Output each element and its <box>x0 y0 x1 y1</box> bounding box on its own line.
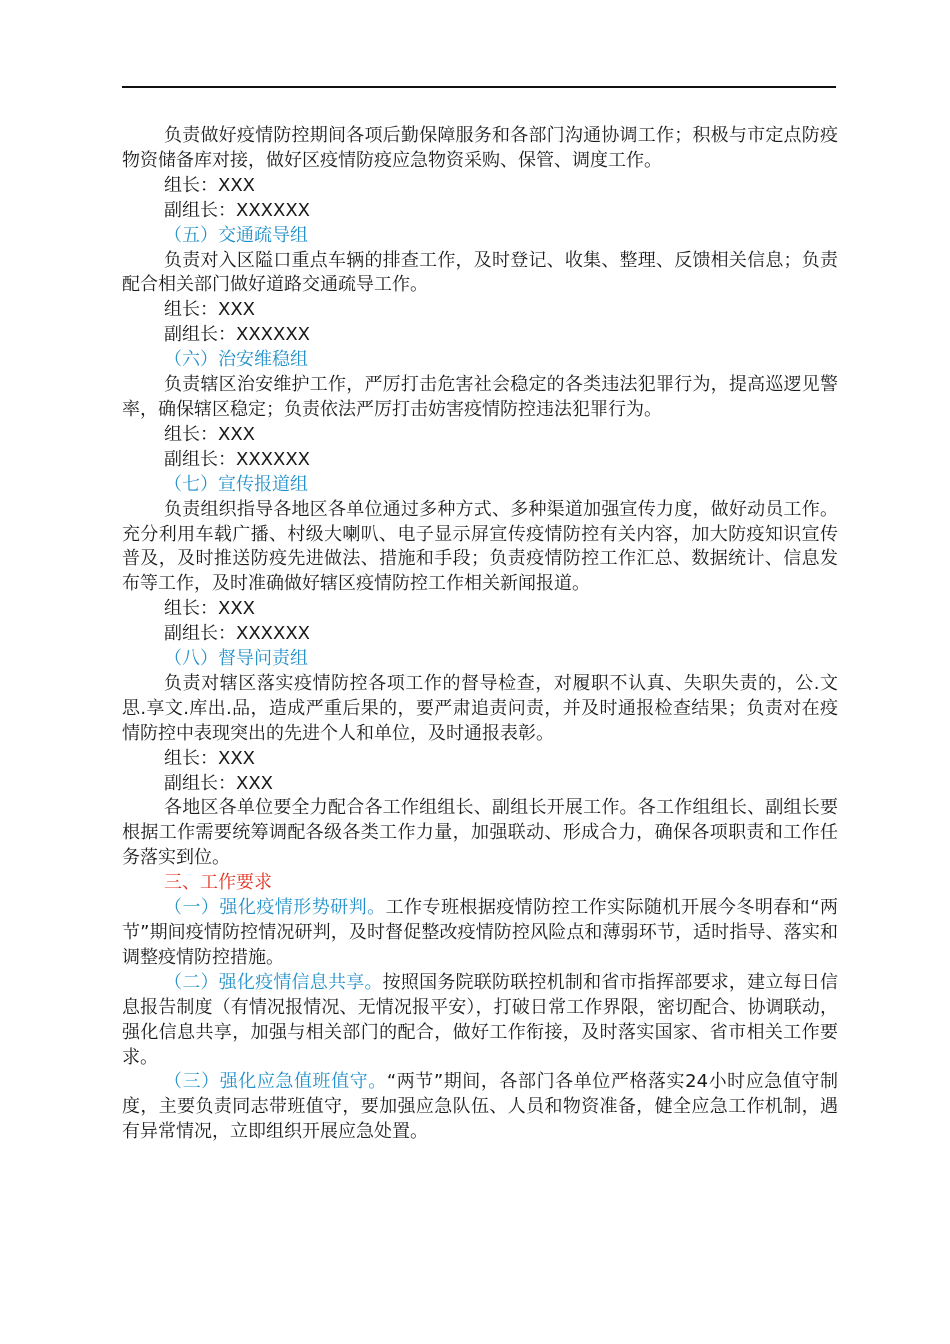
document-body <box>122 124 838 1145</box>
requirement-title: （二）强化疫情信息共享。 <box>164 971 383 993</box>
group-6-paragraph: 负责辖区治安维护工作，严厉打击危害社会稳定的各类违法犯罪行为，提高巡逻见警率，确保辖区稳定；负责依法严厉打击妨害疫情防控违法犯罪行为。 <box>122 374 838 420</box>
group-7-paragraph: 负责组织指导各地区各单位通过多种方式、多种渠道加强宣传力度，做好动员工作。充分利用车载广播、村级大喇叭、电子显示屏宣传疫情防控有关内容，加大防疫知识宣传普及，及时推送防疫先进做法、措施和手段；负责疫情防控工作汇总、数据统计、信息发布等工作，及时准确做好辖区疫情防控工作相关新闻报道。 <box>122 498 838 595</box>
group-8-paragraph: 负责对辖区落实疫情防控各项工作的督导检查，对履职不认真、失职失责的，公.文思.享文.库出.品，造成严重后果的，要严肃追责问责，并及时通报检查结果；负责对在疫情防控中表现突出的先进个人和单位，及时通报表彰。 <box>122 672 838 744</box>
requirement-text: “两节”期间，各部门各单位严格落实24小时应急值守制度，主要负责同志带班值守，要加强应急队伍、人员和物资准备，健全应急工作机制，遇有异常情况，立即组织开展应急处置。 <box>122 1071 838 1143</box>
deputy-line: 副组长：XXXXXX <box>164 623 310 645</box>
group-8-heading: （八）督导问责组 <box>164 648 308 670</box>
section-3-heading: 三、工作要求 <box>164 872 272 894</box>
leader-line: 组长：XXX <box>164 598 255 620</box>
leader-line: 组长：XXX <box>164 747 255 769</box>
group-5-paragraph: 负责对入区隘口重点车辆的排查工作，及时登记、收集、整理、反馈相关信息；负责配合相关部门做好道路交通疏导工作。 <box>122 249 838 296</box>
requirement-text: 按照国务院联防联控机制和省市指挥部要求，建立每日信息报告制度（有情况报情况、无情况报平安），打破日常工作界限，密切配合、协调联动，强化信息共享，加强与相关部门的配合，做好工作衔接，及时落实国家、省市相关工作要求。 <box>122 971 839 1068</box>
leader-line: 组长：XXX <box>164 423 255 445</box>
group-5-heading: （五）交通疏导组 <box>164 224 308 246</box>
deputy-line: 副组长：XXXXXX <box>164 199 310 221</box>
requirement-text: 工作专班根据疫情防控工作实际随机开展今冬明春和“两节”期间疫情防控情况研判，及时督促整改疫情防控风险点和薄弱环节，适时指导、落实和调整疫情防控措施。 <box>122 897 838 968</box>
leader-line: 组长：XXX <box>164 299 255 321</box>
logistics-paragraph: 负责做好疫情防控期间各项后勤保障服务和各部门沟通协调工作；积极与市定点防疫物资储备库对接，做好区疫情防疫应急物资采购、保管、调度工作。 <box>122 125 838 171</box>
deputy-line: 副组长：XXX <box>164 772 273 794</box>
group-6-heading: （六）治安维稳组 <box>164 349 308 371</box>
deputy-line: 副组长：XXXXXX <box>164 448 310 470</box>
deputy-line: 副组长：XXXXXX <box>164 324 310 346</box>
requirement-title: （一）强化疫情形势研判。 <box>164 897 386 919</box>
summary-paragraph: 各地区各单位要全力配合各工作组组长、副组长开展工作。各工作组组长、副组长要根据工作需要统筹调配各级各类工作力量，加强联动、形成合力，确保各项职责和工作任务落实到位。 <box>122 797 838 869</box>
group-7-heading: （七）宣传报道组 <box>164 473 308 495</box>
requirement-item <box>122 1070 838 1145</box>
leader-line: 组长：XXX <box>164 174 255 196</box>
requirement-item <box>122 896 838 971</box>
requirement-title: （三）强化应急值班值守。 <box>164 1071 387 1093</box>
requirement-item <box>122 971 838 1071</box>
header-rule <box>122 86 836 88</box>
